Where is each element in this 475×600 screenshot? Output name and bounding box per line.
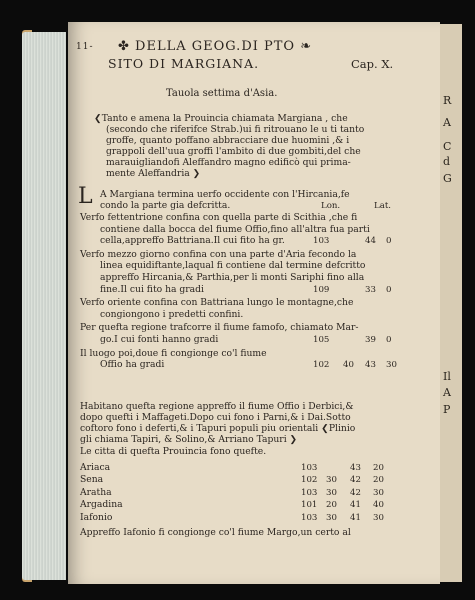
city-coord: 103 <box>301 487 318 498</box>
entry-0-coord-0: 103 <box>313 236 330 247</box>
entry-2-line-0: Verfo oriente confina con Battriana lungo le montagne,che <box>80 297 354 309</box>
entry-0-coord-2: 44 <box>365 236 376 247</box>
entry-0-line-1: contiene dalla bocca del fiume Offio,fino all'altra fua parti <box>100 223 370 235</box>
facing-letter: R <box>443 94 452 107</box>
city-coord: 40 <box>373 500 384 511</box>
entry-3-line-0: Per quefta regione trafcorre il fiume famofo, chiamato Mar- <box>80 322 359 334</box>
entry-0-line-2: cella,appreffo Battriana.Il cui fito ha gr. <box>100 235 285 247</box>
city-name: Ariaca <box>80 462 111 473</box>
para2-line-1: dopo quefti i Maffageti.Dopo cui fono i Parni,& i Dai.Sotto <box>80 412 351 423</box>
city-coord: 103 <box>301 463 318 473</box>
entry-4-coord-3: 30 <box>386 360 397 371</box>
city-coord: 41 <box>350 512 361 523</box>
facing-letter: A <box>443 386 451 399</box>
city-coord: 30 <box>326 475 337 486</box>
intro-line-0: ❮Tanto e amena la Prouincia chiamata Margiana , che <box>94 113 348 124</box>
city-coord: 101 <box>301 500 318 511</box>
page-number: 11- <box>76 42 94 52</box>
entry-3-coord-3: 0 <box>386 335 392 345</box>
entry-1-coord-2: 33 <box>365 284 376 295</box>
chapter-title: SITO DI MARGIANA. <box>108 56 260 71</box>
entry-0-coord-3: 0 <box>386 236 392 247</box>
entry-4-line-1: Offio ha gradi <box>100 359 165 371</box>
city-coord: 20 <box>373 463 384 473</box>
intro-line-4: marauigliandofi Aleffandro magno edificò qui prima- <box>106 157 351 168</box>
facing-letter: d <box>443 155 451 168</box>
facing-letter: Il <box>443 370 451 383</box>
intro-line-1: (secondo che riferifce Strab.)ui fi ritrouano le u ti tanto <box>106 124 365 135</box>
city-name: Aratha <box>80 486 112 498</box>
facing-letter: C <box>443 140 452 153</box>
last-line: Appreffo Iafonio fi congionge co'l fiume Margo,un certo al <box>80 527 351 538</box>
table-title: Tauola settima d'Asia. <box>166 88 278 99</box>
facing-page-edge <box>440 24 462 582</box>
entry-1-line-3: fine.Il cui fito ha gradi <box>100 283 204 295</box>
entry-1-coord-3: 0 <box>386 284 392 295</box>
city-coord: 20 <box>373 475 384 486</box>
pliny-word: Plinio <box>328 423 356 434</box>
entry-3-line-1: go.I cui fonti hanno gradi <box>100 334 219 345</box>
entry-1-line-1: linea equidiftante,laqual fi contiene dal termine defcritto <box>100 260 366 272</box>
entry-1-line-2: appreffo Hircania,& Parthia,per li monti Sariphi fino alla <box>100 272 365 283</box>
entry-4-line-0: Il luogo poi,doue fi congionge co'l fiume <box>80 347 267 359</box>
entry-1-line-0: Verfo mezzo giorno confina con una parte d'Aria fecondo la <box>80 248 357 260</box>
drop-cap: L <box>78 184 93 209</box>
entry-4-coord-2: 43 <box>365 360 376 371</box>
facing-letter: P <box>443 403 451 416</box>
cities-intro: Le citta di quefta Prouincia fono quefte. <box>80 446 267 457</box>
entry-3-coord-0: 105 <box>313 335 330 345</box>
entry-0-line-0: Verfo fettentrione confina con quella parte di Scithia ,che fi <box>80 212 358 223</box>
running-head: ✤ DELLA GEOG.DI PTO ❧ <box>118 39 313 54</box>
lon-header: Lon. <box>321 201 341 211</box>
intro-line-3: grappoli dell'uua groffi l'ambito di due gombiti,del che <box>106 146 361 157</box>
city-coord: 42 <box>350 487 361 498</box>
entry-4-coord-1: 40 <box>343 360 354 371</box>
open-book <box>22 22 462 582</box>
city-name: Sena <box>80 474 104 486</box>
para1-line-0: A Margiana termina uerfo occidente con l'Hircania,fe <box>100 189 350 200</box>
city-name: Argadina <box>80 499 123 511</box>
entry-2-line-1: congiongono i predetti confini. <box>100 308 244 320</box>
entry-3-coord-2: 39 <box>365 335 376 345</box>
city-coord: 42 <box>350 475 361 486</box>
page-edges <box>22 32 66 580</box>
city-coord: 41 <box>350 500 361 511</box>
city-coord: 30 <box>373 487 384 498</box>
chapter-number: Cap. X. <box>351 57 394 71</box>
city-coord: 102 <box>301 475 318 486</box>
para2-line-3: gli chiama Tapiri, & Solino,& Arriano Tapuri ❯ <box>80 434 298 445</box>
para2-line-0: Habitano quefta regione appreffo il fiume Offio i Derbici,& <box>80 401 354 412</box>
city-coord: 103 <box>301 512 318 523</box>
entry-4-coord-0: 102 <box>313 360 330 371</box>
city-coord: 30 <box>373 512 384 523</box>
book-page <box>68 22 440 584</box>
facing-letter: G <box>443 172 452 185</box>
facing-letter: A <box>443 116 451 129</box>
city-coord: 30 <box>326 512 337 523</box>
city-coord: 20 <box>326 500 337 511</box>
running-head-title: DELLA GEOG.DI PTO <box>135 39 296 54</box>
para1-line-1: condo la parte gia defcritta. <box>100 200 231 211</box>
entry-1-coord-0: 109 <box>313 284 330 295</box>
para2-line-2: coftoro fono i deferti,& i Tapuri populi piu orientali ❮Plinio <box>80 423 356 434</box>
city-name: Iafonio <box>80 511 113 523</box>
city-coord: 30 <box>326 487 337 498</box>
city-coord: 43 <box>350 463 361 473</box>
lat-header: Lat. <box>374 201 392 211</box>
intro-line-2: groffe, quanto poffano abbracciare due huomini ,& i <box>106 135 350 146</box>
intro-line-5: mente Aleffandria ❯ <box>106 168 201 179</box>
